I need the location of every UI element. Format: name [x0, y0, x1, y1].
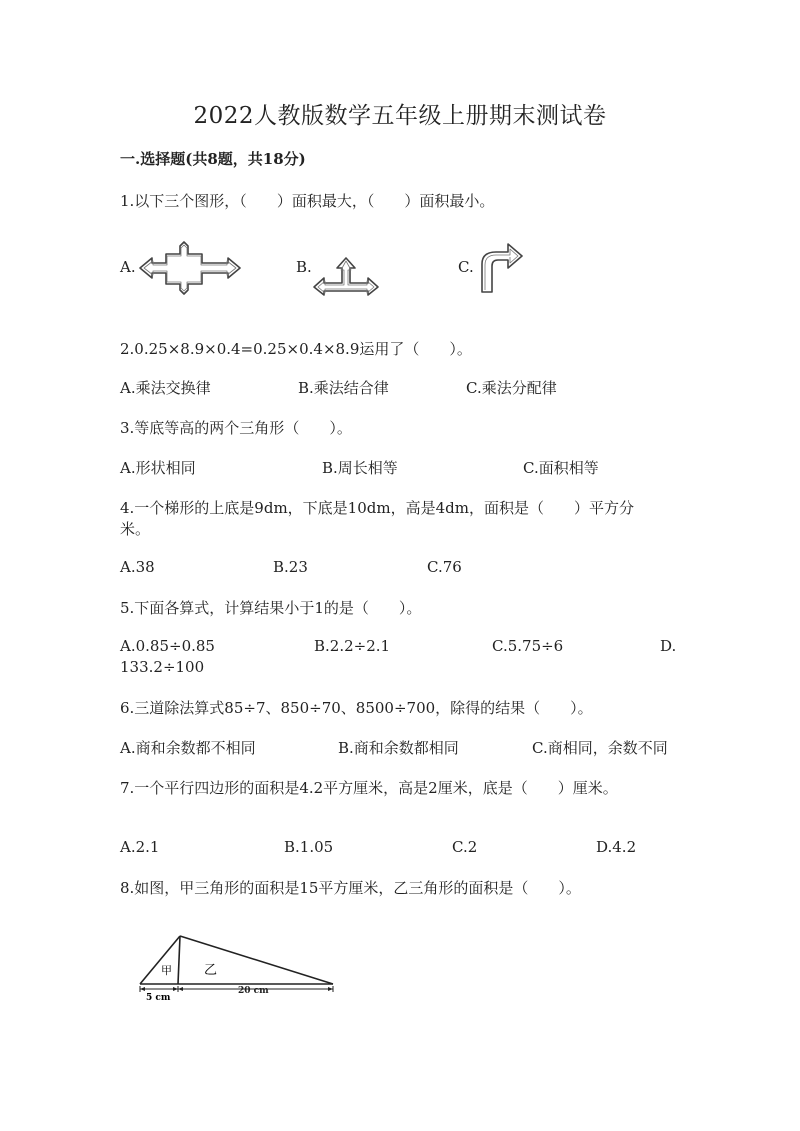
q3-option-b: B.周长相等	[322, 459, 398, 477]
page-title: 2022人教版数学五年级上册期末测试卷	[193, 103, 607, 129]
q3-option-c: C.面积相等	[523, 459, 599, 477]
q1-figure-c-bent-arrow	[478, 240, 526, 296]
dim-arrow-mid-right	[178, 987, 183, 991]
q1-figure-a-cross-arrows	[140, 242, 244, 294]
question-4-line-2: 米。	[120, 520, 151, 538]
q3-option-a: A.形状相同	[120, 459, 196, 477]
triangle-divider	[178, 936, 180, 984]
dim-arrow-left	[140, 987, 145, 991]
question-3: 3.等底等高的两个三角形（ ）。	[120, 419, 352, 437]
triangle-left-side	[140, 936, 180, 984]
q7-option-a: A.2.1	[120, 838, 160, 856]
q5-option-d: D.	[660, 637, 677, 655]
question-1: 1.以下三个图形，（ ）面积最大，（ ）面积最小。	[120, 192, 495, 210]
q1-option-b-label: B.	[296, 258, 312, 276]
q2-option-b: B.乘法结合律	[298, 379, 389, 397]
q6-option-b: B.商和余数都相同	[338, 739, 459, 757]
q5-option-d-value: 133.2÷100	[120, 658, 205, 676]
q1-figure-b-arrows	[314, 258, 380, 296]
dim-arrow-right	[328, 987, 333, 991]
q7-option-d: D.4.2	[596, 838, 637, 856]
dim-arrow-mid-left	[173, 987, 178, 991]
q2-option-a: A.乘法交换律	[120, 379, 211, 397]
q1-option-a-label: A.	[120, 258, 136, 276]
question-2: 2.0.25×8.9×0.4=0.25×0.4×8.9运用了（ ）。	[120, 340, 472, 358]
q5-option-a: A.0.85÷0.85	[120, 637, 215, 655]
q6-option-c: C.商相同，余数不同	[532, 739, 668, 757]
q7-option-b: B.1.05	[284, 838, 334, 856]
question-6: 6.三道除法算式85÷7、850÷70、8500÷700，除得的结果（ ）。	[120, 699, 593, 717]
label-yi: 乙	[204, 963, 218, 978]
question-5: 5.下面各算式，计算结果小于1的是（ ）。	[120, 599, 422, 617]
q8-triangle-figure	[138, 934, 338, 1004]
label-jia: 甲	[161, 964, 172, 977]
dim-label-20cm: 20 cm	[238, 986, 269, 996]
q4-option-c: C.76	[427, 558, 462, 576]
question-8: 8.如图，甲三角形的面积是15平方厘米，乙三角形的面积是（ ）。	[120, 879, 581, 897]
q4-option-a: A.38	[120, 558, 155, 576]
q6-option-a: A.商和余数都不相同	[120, 739, 256, 757]
q2-option-c: C.乘法分配律	[466, 379, 557, 397]
question-4-line-1: 4.一个梯形的上底是9dm，下底是10dm，高是4dm，面积是（ ）平方分	[120, 499, 634, 517]
question-7: 7.一个平行四边形的面积是4.2平方厘米，高是2厘米，底是（ ）厘米。	[120, 779, 618, 797]
q1-option-c-label: C.	[458, 258, 474, 276]
q4-option-b: B.23	[273, 558, 308, 576]
q7-option-c: C.2	[452, 838, 478, 856]
section-heading: 一.选择题(共8题，共18分)	[120, 150, 306, 168]
q5-option-c: C.5.75÷6	[492, 637, 564, 655]
q5-option-b: B.2.2÷2.1	[314, 637, 391, 655]
dim-label-5cm: 5 cm	[146, 993, 171, 1003]
triangle-right-side	[180, 936, 333, 984]
